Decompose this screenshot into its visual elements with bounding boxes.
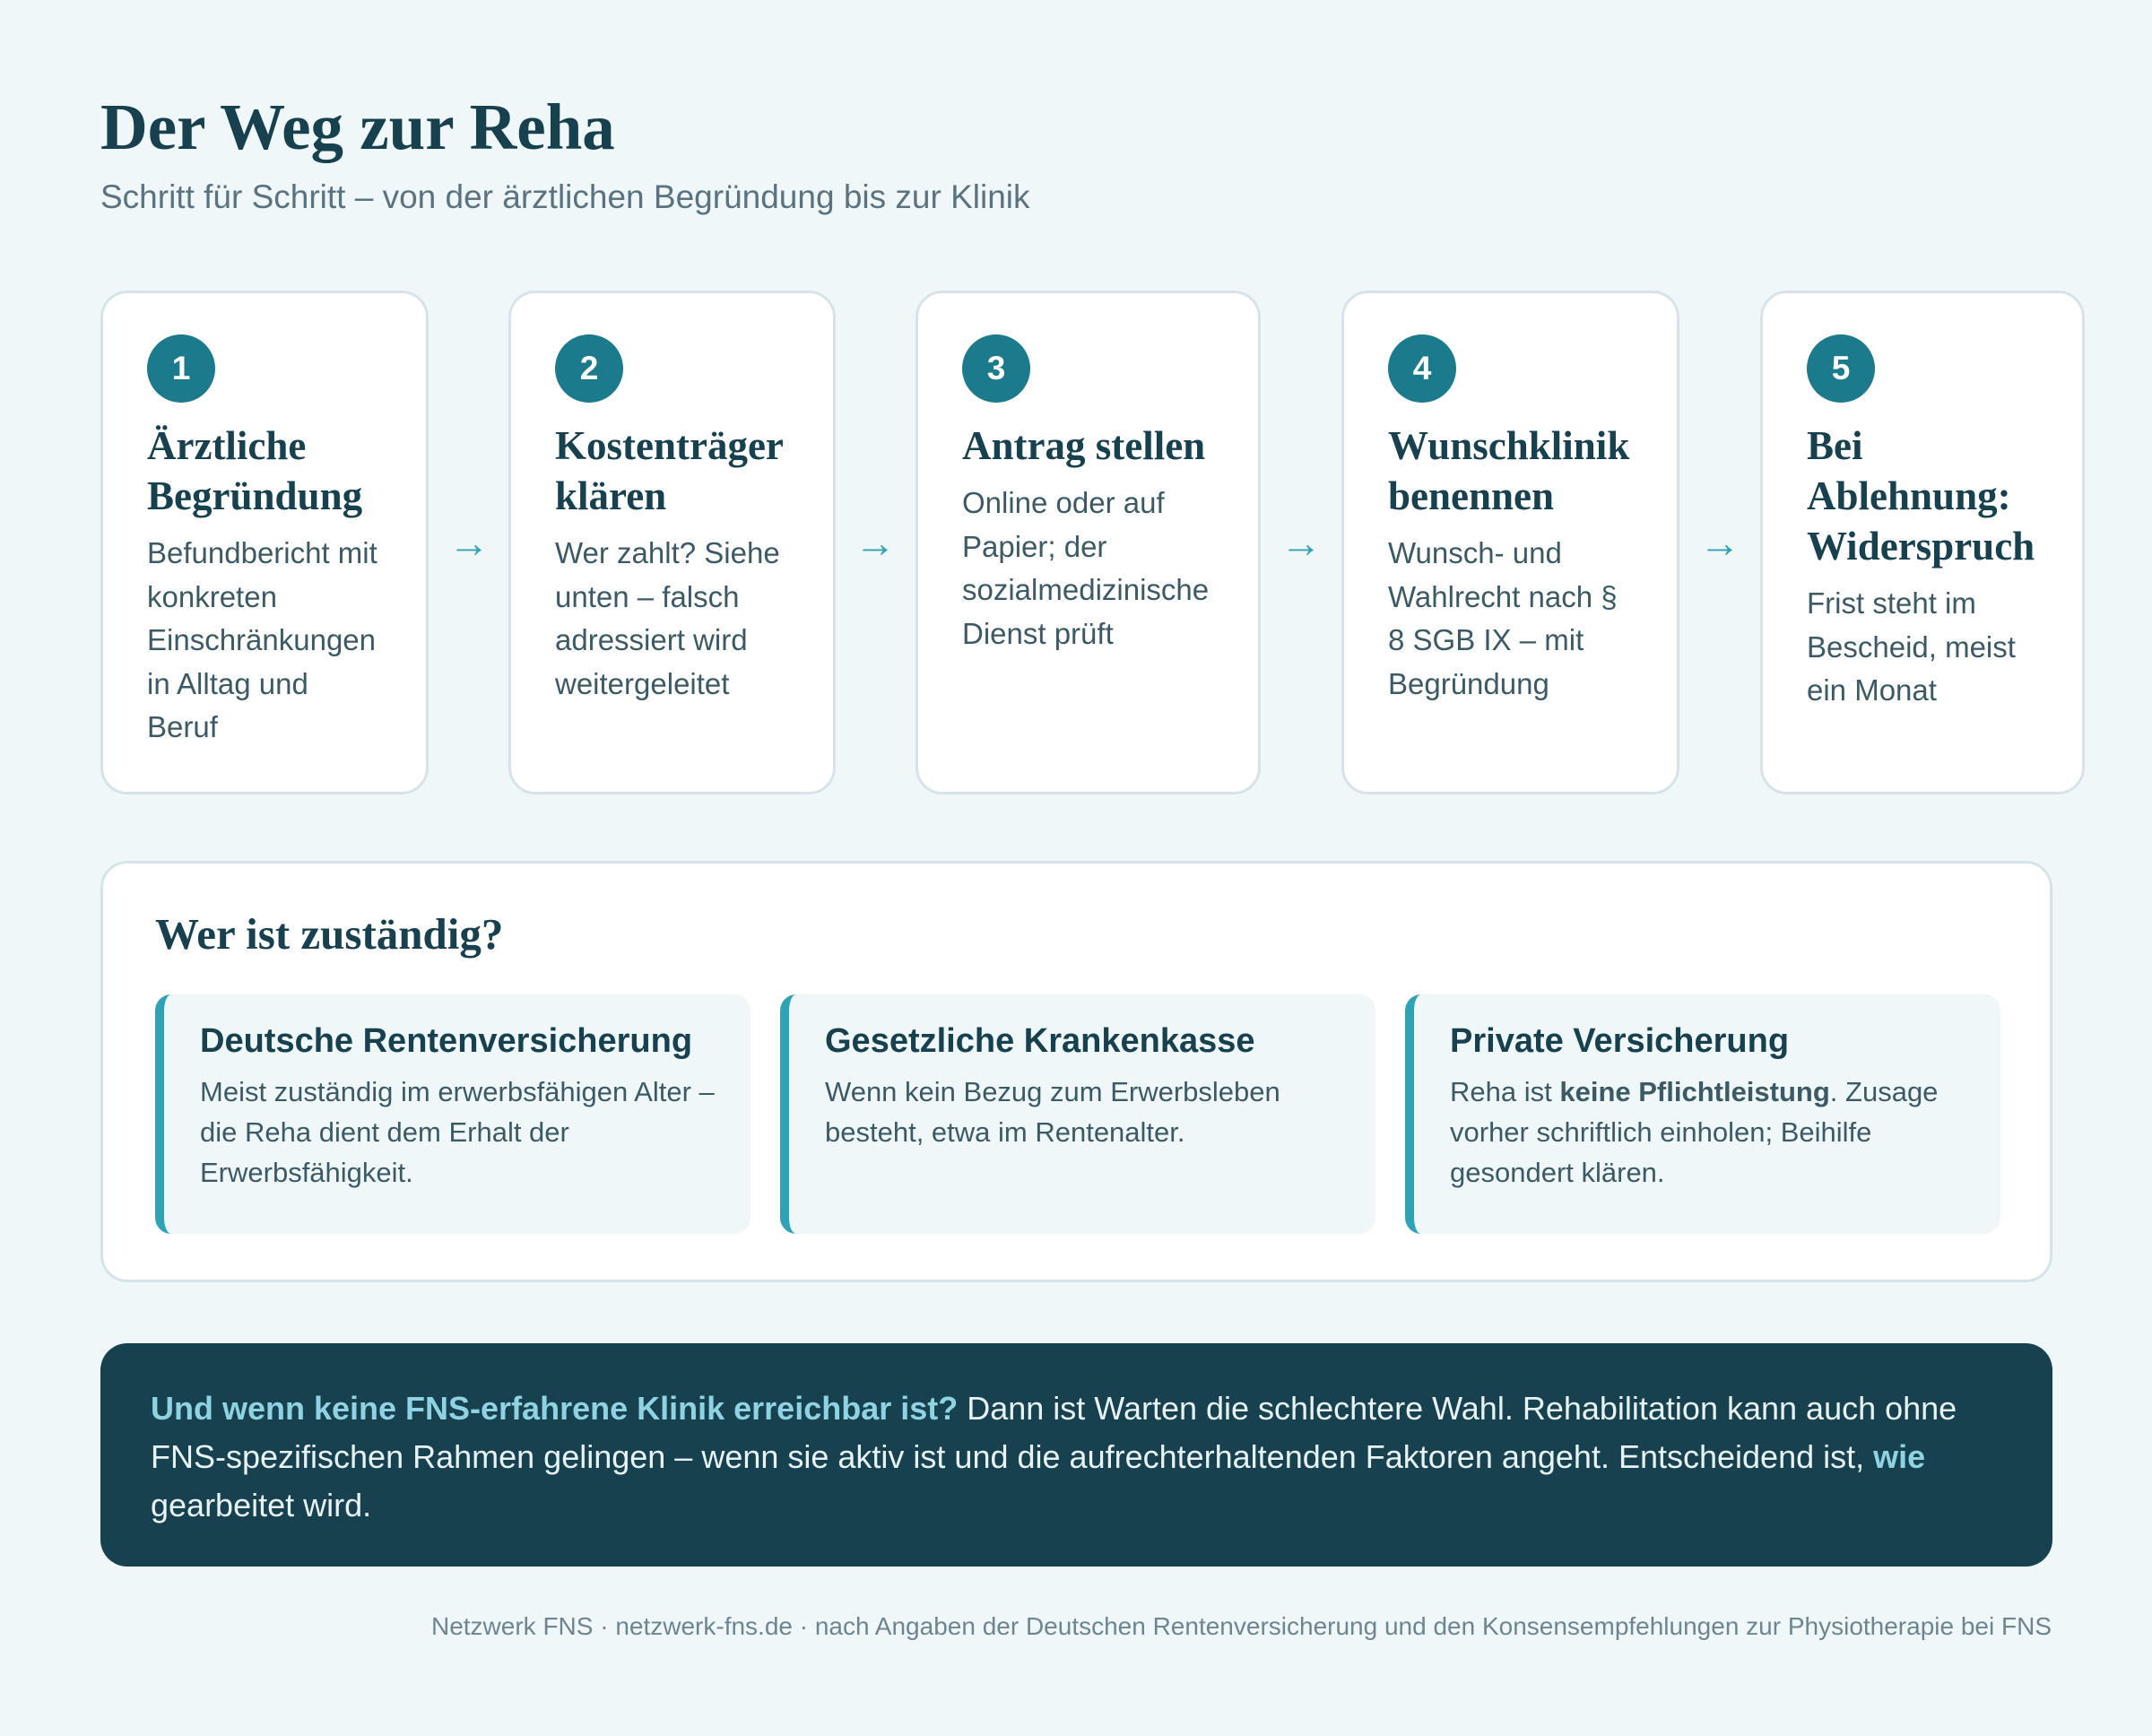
payer-description [1450,1072,1974,1193]
step-card-2 [508,291,836,794]
step-description: Wunsch- und Wahlrecht nach § 8 SGB IX – mit Begründung [1388,536,1618,700]
responsibility-title: Wer ist zuständig? [155,909,504,959]
step-number-badge: 5 [1807,334,1875,403]
step-number-badge: 2 [555,334,623,403]
callout-body: Dann ist Warten die schlechtere Wahl. Rehabilitation kann auch ohne FNS-spezifischen Rahmen gelingen – wenn sie aktiv ist und die aufrechterhaltenden Faktoren angeht. Entscheidend ist, [151,1390,1957,1475]
step-title: Wunschklinik benennen [1388,423,1630,518]
callout-tail: gearbeitet wird. [151,1487,372,1523]
page-subtitle: Schritt für Schritt – von der ärztlichen Begründung bis zur Klinik [100,178,1030,215]
step-card-1 [100,291,429,794]
payer-description: Meist zuständig im erwerbsfähigen Alter – die Reha dient dem Erhalt der Erwerbsfähigkeit. [200,1075,715,1188]
callout-lead: Und wenn keine FNS-erfahrene Klinik erreichbar ist? [151,1390,959,1427]
page-title: Der Weg zur Reha [100,91,615,163]
payer-title: Deutsche Rentenversicherung [200,1022,693,1060]
step-description: Online oder auf Papier; der sozialmedizinische Dienst prüft [962,486,1210,650]
payer-card-drv [155,994,751,1234]
arrow-right-icon: → [1699,519,1740,566]
step-description: Wer zahlt? Siehe unten – falsch adressiert wird weitergeleitet [555,536,780,700]
step-title: Antrag stellen [962,423,1206,468]
payer-description-start: Reha ist [1450,1075,1560,1107]
responsibility-panel [100,861,2052,1282]
step-card-5 [1760,291,2085,794]
payer-title: Gesetzliche Krankenkasse [825,1022,1255,1060]
info-callout [100,1343,2052,1567]
payer-description-end: . Zusage vorher schriftlich einholen; Beihilfe gesondert klären. [1450,1075,1939,1188]
step-number-badge: 3 [962,334,1030,403]
step-number-badge: 1 [147,334,215,403]
step-card-4 [1341,291,1679,794]
source-footer: Netzwerk FNS · netzwerk-fns.de · nach Angaben der Deutschen Rentenversicherung und den Konsensempfehlungen zur Physiotherapie bei FNS [430,1612,2052,1640]
step-title: Bei Ablehnung: Widerspruch [1807,423,2035,569]
step-title: Ärztliche Begründung [147,423,363,518]
step-number-badge: 4 [1388,334,1456,403]
payer-card-gkv [780,994,1375,1234]
arrow-right-icon: → [448,519,490,566]
payer-description: Wenn kein Bezug zum Erwerbsleben besteht, etwa im Rentenalter. [825,1075,1280,1148]
step-title: Kostenträger klären [555,423,784,518]
step-card-3 [915,291,1261,794]
payer-description-emphasis: keine Pflichtleistung [1559,1075,1830,1107]
arrow-right-icon: → [1280,519,1322,566]
arrow-right-icon: → [855,519,896,566]
payer-title: Private Versicherung [1450,1022,1790,1060]
step-description: Frist steht im Bescheid, meist ein Monat [1807,586,2016,707]
payer-card-private [1405,994,2000,1234]
step-description: Befundbericht mit konkreten Einschränkungen in Alltag und Beruf [147,536,377,743]
callout-emphasis: wie [1873,1438,1926,1475]
